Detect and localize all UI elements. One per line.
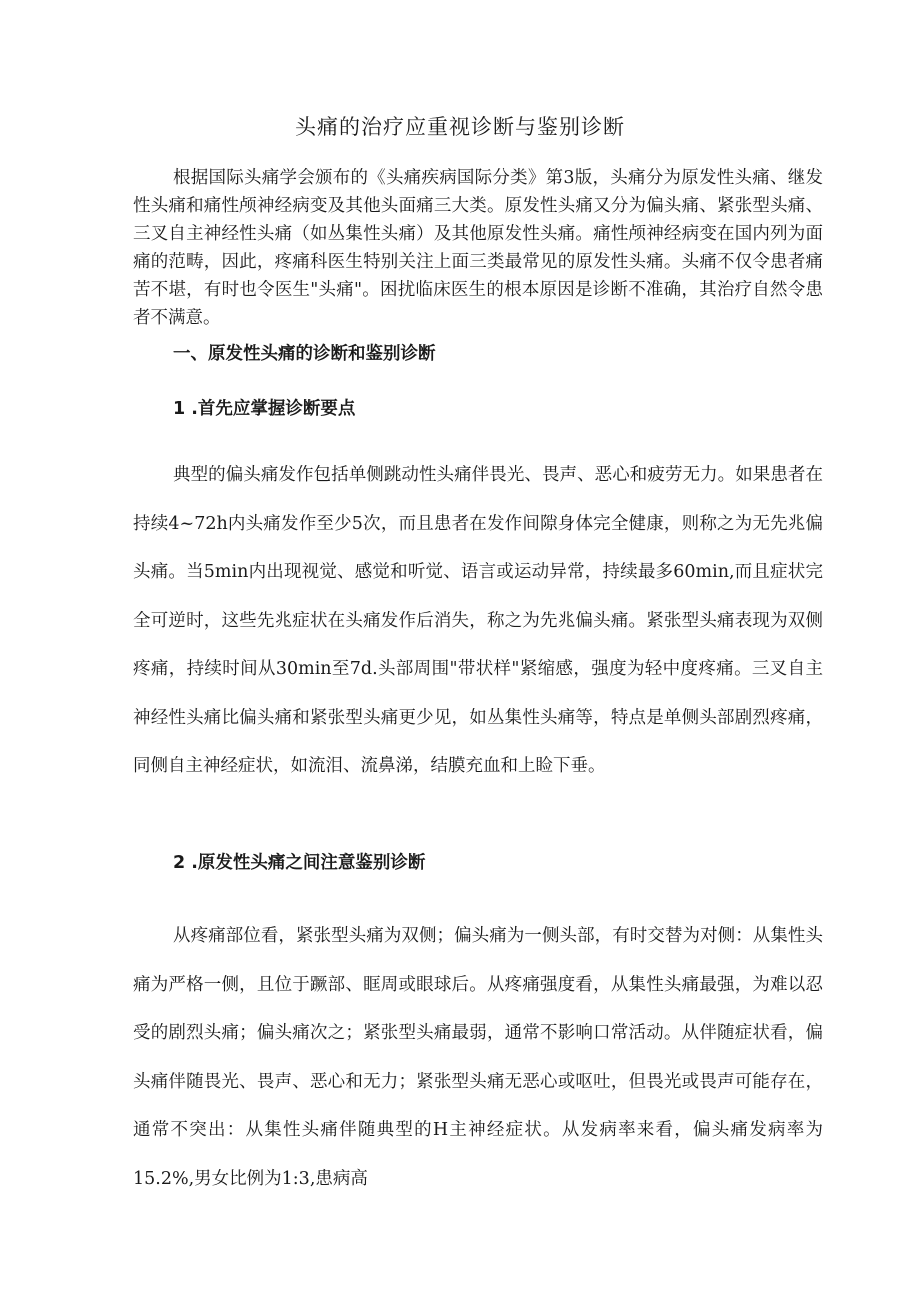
section-heading-primary-headache: 一、原发性头痛的诊断和鉴别诊断 <box>173 344 436 364</box>
subsection-heading-differential-diagnosis: 2 .原发性头痛之间注意鉴别诊断 <box>173 853 426 873</box>
intro-paragraph: 根据国际头痛学会颁布的《头痛疾病国际分类》第3版，头痛分为原发性头痛、继发性头痛和痛性颅神经病变及其他头面痛三大类。原发性头痛又分为偏头痛、紧张型头痛、三叉自主神经性头痛（如丛集性头痛）及其他原发性头痛。痛性颅神经病变在国内列为面痛的范畴，因此，疼痛科医生特别关注上面三类最常见的原发性头痛。头痛不仅令患者痛苦不堪，有时也令医生"头痛"。困扰临床医生的根本原因是诊断不准确，其治疗自然令患者不满意。 <box>133 168 823 328</box>
diagnosis-points-paragraph: 典型的偏头痛发作包括单侧跳动性头痛伴畏光、畏声、恶心和疲劳无力。如果患者在持续4~72h内头痛发作至少5次，而且患者在发作间隙身体完全健康，则称之为无先兆偏头痛。当5min内出现视觉、感觉和听觉、语言或运动异常，持续最多60min,而且症状完全可逆时，这些先兆症状在头痛发作后消失，称之为先兆偏头痛。紧张型头痛表现为双侧疼痛，持续时间从30min至7d.头部周围"带状样"紧缩感，强度为轻中度疼痛。三叉自主神经性头痛比偏头痛和紧张型头痛更少见，如丛集性头痛等，特点是单侧头部剧烈疼痛，同侧自主神经症状，如流泪、流鼻涕，结膜充血和上睑下垂。 <box>133 465 823 776</box>
subsection-heading-diagnosis-points: 1 .首先应掌握诊断要点 <box>173 399 356 419</box>
differential-diagnosis-paragraph: 从疼痛部位看，紧张型头痛为双侧；偏头痛为一侧头部，有时交替为对侧：从集性头痛为严格一侧，且位于蹶部、眶周或眼球后。从疼痛强度看，从集性头痛最强，为难以忍受的剧烈头痛；偏头痛次之；紧张型头痛最弱，通常不影响口常活动。从伴随症状看，偏头痛伴随畏光、畏声、恶心和无力；紧张型头痛无恶心或呕吐，但畏光或畏声可能存在，通常不突出：从集性头痛伴随典型的H主神经症状。从发病率来看，偏头痛发病率为15.2%,男女比例为1:3,患病高 <box>133 926 823 1189</box>
document-title: 头痛的治疗应重视诊断与鉴别诊断 <box>295 115 625 139</box>
